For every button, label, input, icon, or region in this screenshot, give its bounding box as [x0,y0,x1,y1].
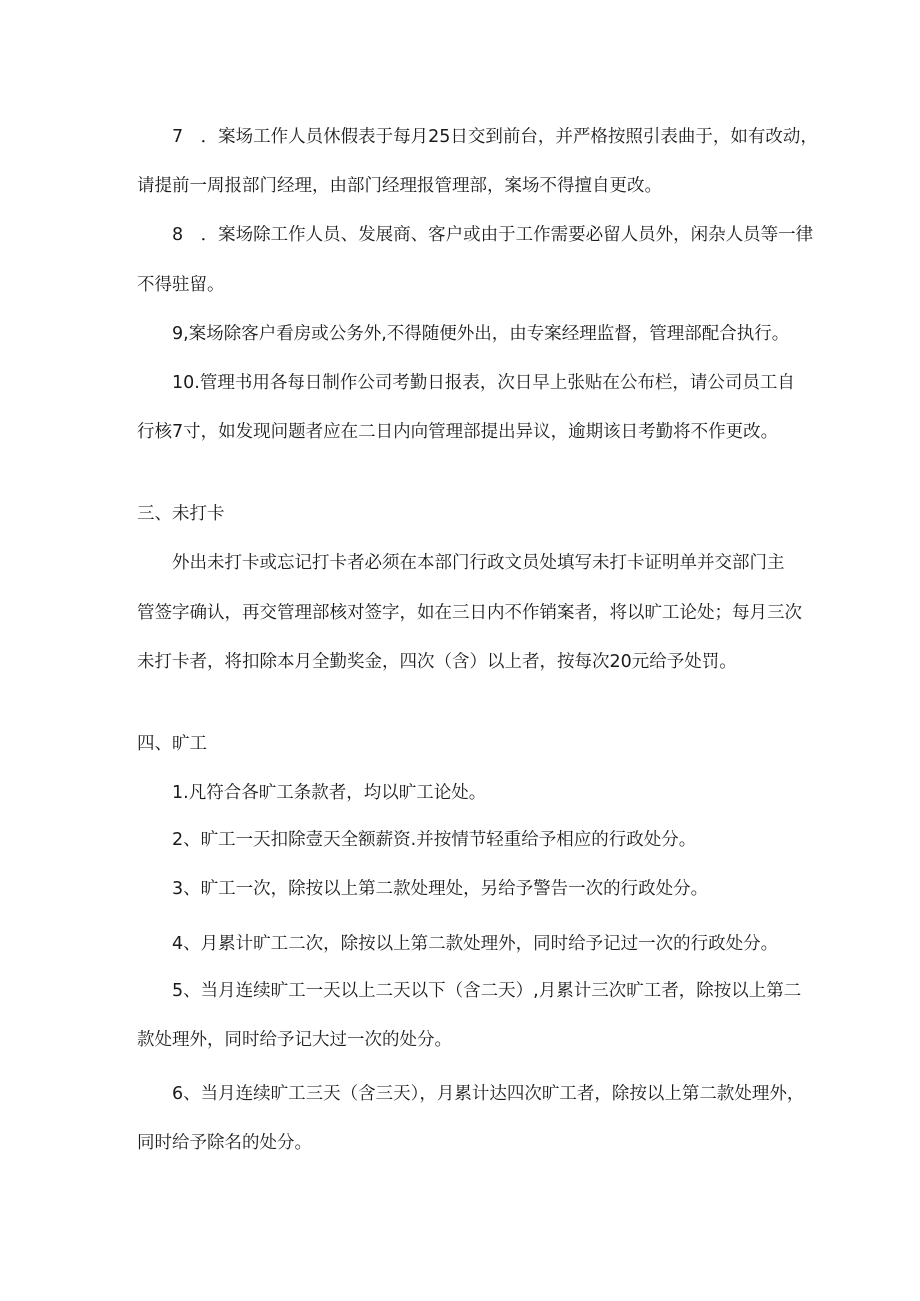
item-9-line-1: 9,案场除客户看房或公务外,不得随便外出，由专案经理监督，管理部配合执行。 [172,324,790,344]
absence-item-2: 2、旷工一天扣除壹天全额薪资.并按情节轻重给予相应的行政处分。 [172,830,697,850]
absence-item-5-line-1: 5、当月连续旷工一天以上二天以下（含二天）,月累计三次旷工者，除按以上第二 [172,981,802,1001]
absence-item-3: 3、旷工一次，除按以上第二款处理处，另给予警告一次的行政处分。 [172,879,709,899]
section-three-para-line-2: 管签字确认，再交管理部核对签字，如在三日内不作销案者，将以旷工论处；每月三次 [137,603,802,623]
item-8-line-2: 不得驻留。 [137,275,225,295]
item-10-line-1: 10.管理书用各每日制作公司考勤日报表，次日早上张贴在公布栏，请公司员工自 [172,373,795,393]
absence-item-1: 1.凡符合各旷工条款者，均以旷工论处。 [172,783,487,803]
absence-item-6-line-1: 6、当月连续旷工三天（含三天），月累计达四次旷工者，除按以上第二款处理外， [172,1084,805,1104]
section-three-heading: 三、未打卡 [137,504,225,524]
item-7-line-1: 7 ．案场工作人员休假表于每月25日交到前台，并严格按照引表曲于，如有改动， [172,127,818,147]
absence-item-4: 4、月累计旷工二次，除按以上第二款处理外，同时给予记过一次的行政处分。 [172,934,779,954]
item-7-line-2: 请提前一周报部门经理，由部门经理报管理部，案场不得擅自更改。 [137,176,662,196]
section-three-para-line-3: 未打卡者，将扣除本月全勤奖金，四次（含）以上者，按每次20元给予处罚。 [137,652,737,672]
section-three-para-line-1: 外出未打卡或忘记打卡者必须在本部门行政文员处填写未打卡证明单并交部门主 [172,553,785,573]
item-8-line-1: 8 ．案场除工作人员、发展商、客户或由于工作需要必留人员外，闲杂人员等一律 [172,225,814,245]
item-10-line-2: 行核7寸，如发现问题者应在二日内向管理部提出异议，逾期该日考勤将不作更改。 [137,422,779,442]
absence-item-5-line-2: 款处理外，同时给予记大过一次的处分。 [137,1030,452,1050]
section-four-heading: 四、旷工 [137,734,207,754]
absence-item-6-line-2: 同时给予除名的处分。 [137,1133,312,1153]
